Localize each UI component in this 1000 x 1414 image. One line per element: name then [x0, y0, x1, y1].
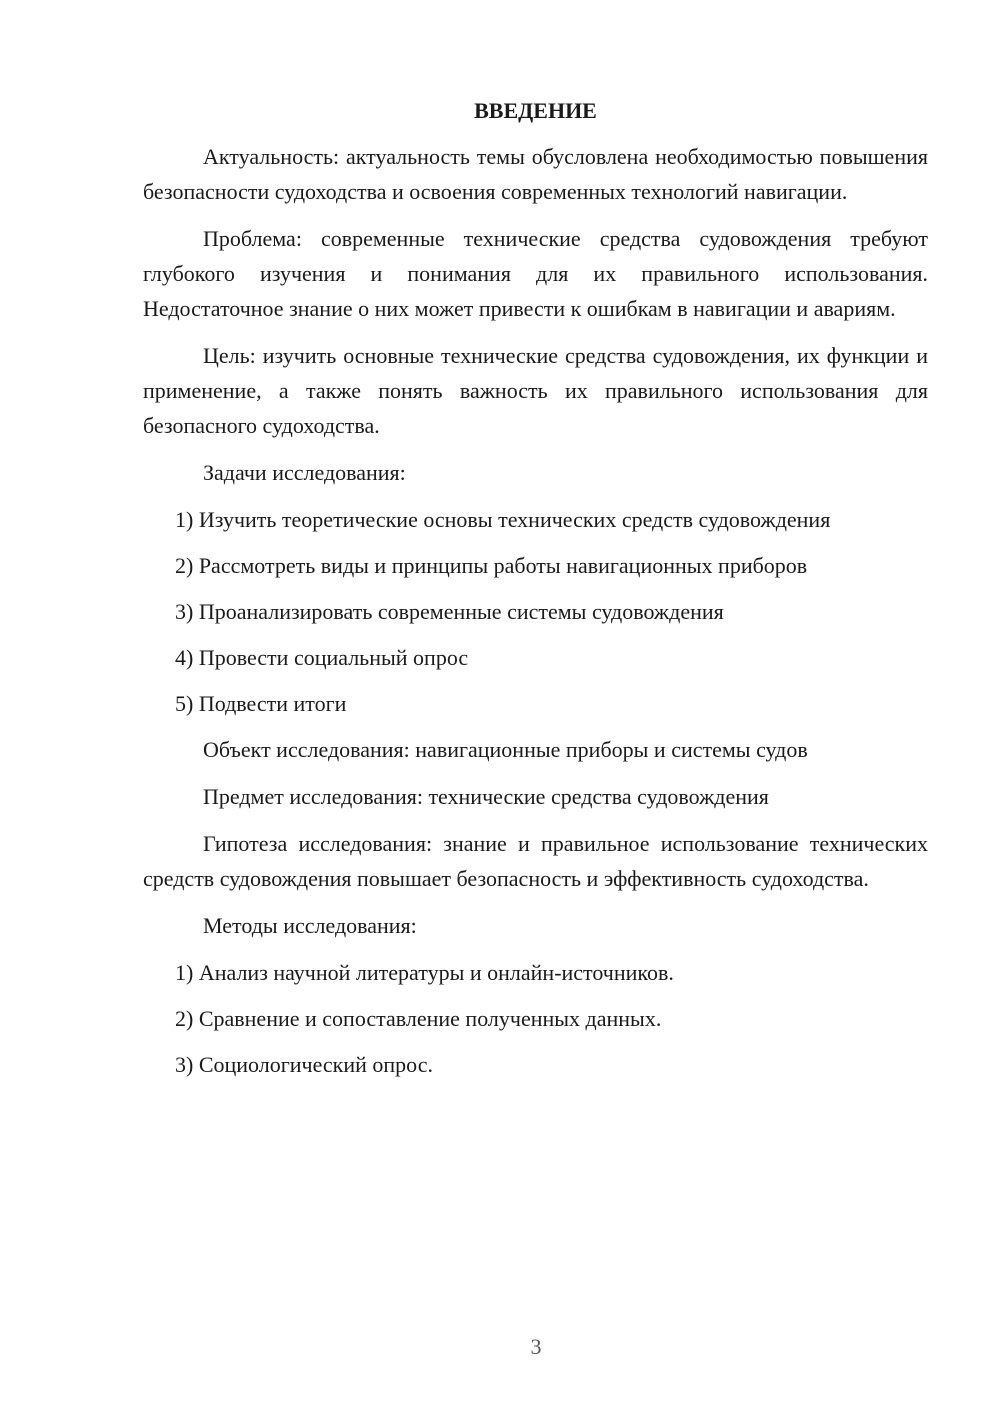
goal-paragraph: Цель: изучить основные технические средства судовождения, их функции и применение, а также понять важность их правильного использования для безопасного судоходства. [143, 343, 928, 438]
problem-paragraph: Проблема: современные технические средства судовождения требуют глубокого изучения и понимания для их правильного использования. Недостаточное знание о них может привести к ошибкам в навигации и авариям. [143, 226, 928, 321]
subject-line: Предмет исследования: технические средства судовождения [203, 784, 769, 809]
hypothesis-paragraph: Гипотеза исследования: знание и правильное использование технических средств судовождения повышает безопасность и эффективность судоходства. [143, 831, 928, 891]
page-content [143, 95, 928, 1093]
methods-list [143, 955, 928, 1082]
list-item: 1) Анализ научной литературы и онлайн-источников. [175, 960, 674, 985]
list-item: 3) Проанализировать современные системы судовождения [175, 599, 724, 624]
tasks-list [143, 502, 928, 721]
page-number: 3 [530, 1334, 542, 1359]
tasks-heading: Задачи исследования: [203, 460, 406, 485]
list-item: 3) Социологический опрос. [175, 1052, 433, 1077]
list-item: 2) Рассмотреть виды и принципы работы навигационных приборов [175, 553, 808, 578]
section-title: ВВЕДЕНИЕ [474, 98, 597, 123]
methods-heading: Методы исследования: [203, 913, 417, 938]
relevance-paragraph: Актуальность: актуальность темы обусловлена необходимостью повышения безопасности судоходства и освоения современных технологий навигации. [143, 144, 928, 204]
list-item: 5) Подвести итоги [175, 691, 347, 716]
object-line: Объект исследования: навигационные приборы и системы судов [203, 737, 808, 762]
list-item: 4) Провести социальный опрос [175, 645, 469, 670]
list-item: 2) Сравнение и сопоставление полученных данных. [175, 1006, 662, 1031]
list-item: 1) Изучить теоретические основы технических средств судовождения [175, 507, 831, 532]
